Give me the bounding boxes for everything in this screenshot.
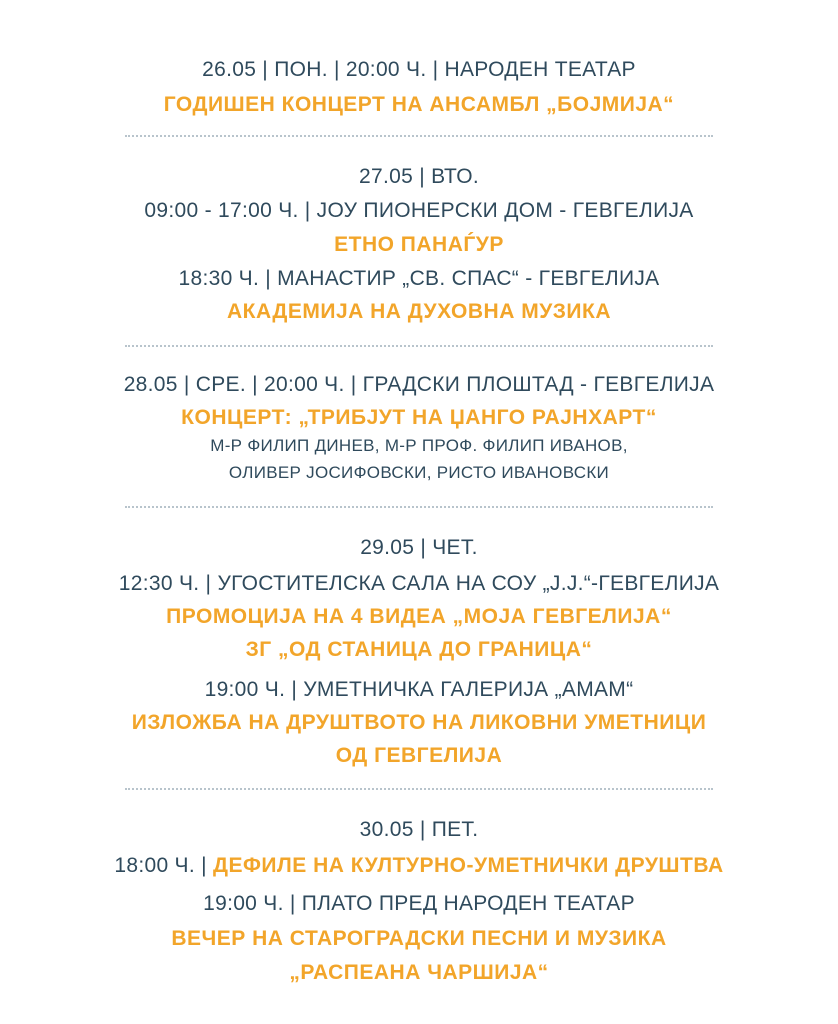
event-4-title-1b: ЗГ „ОД СТАНИЦА ДО ГРАНИЦА“ bbox=[245, 638, 593, 661]
event-4-date: 29.05 | ЧЕТ. bbox=[360, 536, 478, 559]
divider bbox=[125, 506, 713, 508]
divider bbox=[125, 135, 713, 137]
event-5-time-1: 18:00 Ч. | bbox=[114, 854, 214, 877]
divider bbox=[125, 345, 713, 347]
event-5-date: 30.05 | ПЕТ. bbox=[359, 818, 479, 841]
event-5-title-2b: „РАСПЕАНА ЧАРШИЈА“ bbox=[289, 961, 549, 984]
event-3-performers-2: ОЛИВЕР ЈОСИФОВСКИ, РИСТО ИВАНОВСКИ bbox=[228, 463, 610, 482]
event-4-title-2a: ИЗЛОЖБА НА ДРУШТВОТО НА ЛИКОВНИ УМЕТНИЦИ bbox=[131, 711, 707, 734]
event-2-date: 27.05 | ВТО. bbox=[359, 165, 479, 188]
event-3-title: КОНЦЕРТ: „ТРИБЈУТ НА ЏАНГО РАЈНХАРТ“ bbox=[181, 406, 657, 429]
event-3-info: 28.05 | СРЕ. | 20:00 Ч. | ГРАДСКИ ПЛОШТАД - ГЕВГЕЛИЈА bbox=[123, 373, 715, 396]
event-2-info-2: 18:30 Ч. | МАНАСТИР „СВ. СПАС“ - ГЕВГЕЛИЈА bbox=[178, 267, 660, 290]
event-4-title-1a: ПРОМОЦИЈА НА 4 ВИДЕА „МОЈА ГЕВГЕЛИЈА“ bbox=[166, 605, 672, 628]
event-1-title: ГОДИШЕН КОНЦЕРТ НА АНСАМБЛ „БОЈМИЈА“ bbox=[163, 93, 675, 116]
event-5-title-1: ДЕФИЛЕ НА КУЛТУРНО-УМЕТНИЧКИ ДРУШТВА bbox=[213, 854, 724, 877]
event-3-performers-1: М-Р ФИЛИП ДИНЕВ, М-Р ПРОФ. ФИЛИП ИВАНОВ, bbox=[210, 436, 628, 455]
event-2-title-2: АКАДЕМИЈА НА ДУХОВНА МУЗИКА bbox=[226, 300, 612, 323]
event-2-title-1: ЕТНО ПАНАЃУР bbox=[334, 233, 504, 256]
event-4-info-1: 12:30 Ч. | УГОСТИТЕЛСКА САЛА НА СОУ „Ј.Ј.“-ГЕВГЕЛИЈА bbox=[118, 572, 720, 595]
divider bbox=[125, 788, 713, 790]
event-4-title-2b: ОД ГЕВГЕЛИЈА bbox=[335, 744, 503, 767]
event-1-info: 26.05 | ПОН. | 20:00 Ч. | НАРОДЕН ТЕАТАР bbox=[202, 58, 636, 81]
event-5-info-2: 19:00 Ч. | ПЛАТО ПРЕД НАРОДЕН ТЕАТАР bbox=[203, 892, 635, 915]
event-5-title-2a: ВЕЧЕР НА СТАРОГРАДСКИ ПЕСНИ И МУЗИКА bbox=[171, 927, 667, 950]
event-4-info-2: 19:00 Ч. | УМЕТНИЧКА ГАЛЕРИЈА „АМАМ“ bbox=[204, 678, 634, 701]
event-2-info-1: 09:00 - 17:00 Ч. | ЈОУ ПИОНЕРСКИ ДОМ - ГЕВГЕЛИЈА bbox=[144, 199, 694, 222]
event-5-line-1 bbox=[0, 855, 838, 876]
